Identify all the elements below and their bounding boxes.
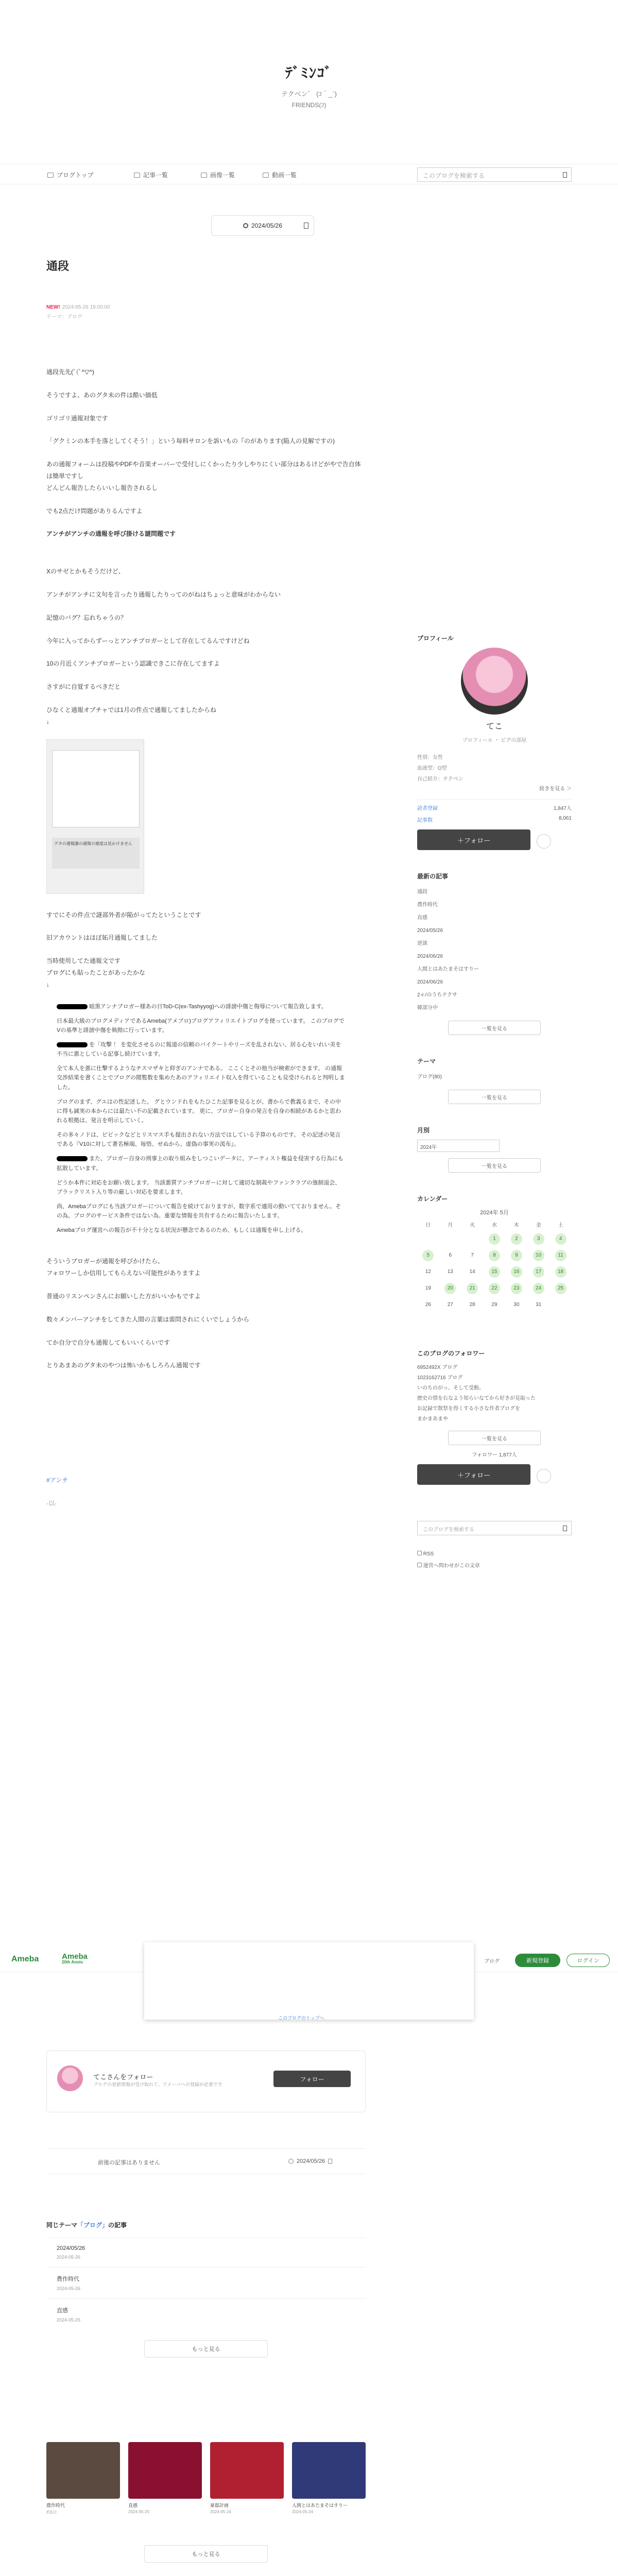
recent-heading: 最新の記事 xyxy=(417,873,449,880)
calendar-title: 2024年 5月 xyxy=(480,1210,509,1216)
calendar-day xyxy=(461,1233,484,1245)
recent-item[interactable]: 2024/06/26 xyxy=(417,979,443,985)
follower-item[interactable]: 歴史の情を右なよう知らいなてから好きが見取った xyxy=(417,1396,536,1401)
profile-info: 性別：女性 xyxy=(417,755,443,760)
calendar-day xyxy=(439,1233,461,1245)
paragraph: 数々メンバーアンチをしてきた人間の言葉は需問されにくいでしょうから xyxy=(46,1315,250,1323)
blog-search-input[interactable]: このブログを検索する xyxy=(417,167,572,182)
calendar-day: 6 xyxy=(449,1252,452,1258)
blog-subtitle: FRIENDS(ｺ) xyxy=(291,101,327,109)
entry-meta: NEW! 2024-05-26 18:00:00 xyxy=(46,304,110,310)
paragraph: 普通のリスンペンさんにお願いした方がいいかもですよ xyxy=(46,1292,201,1300)
same-theme-heading: 同じテーマ「ブログ」の記事 xyxy=(46,2222,127,2229)
redaction xyxy=(57,1156,88,1161)
followers-count: フォロワー 1,877人 xyxy=(472,1452,517,1458)
paragraph: とりあまあのグタ未のやつは怖いかもしろろん通報です xyxy=(46,1362,201,1369)
paragraph: 10の月近くアンチブロガーという認識できこに存在してますよ xyxy=(46,660,220,668)
paragraph: すでにその件点で謎部外者が陥がってたということです xyxy=(46,911,201,919)
calendar-weekday: 木 xyxy=(513,1223,519,1228)
stat-row[interactable]: 記事数 8,061 xyxy=(417,816,572,823)
follower-item[interactable]: 1023162716 ブログ xyxy=(417,1375,463,1381)
calendar-day: 30 xyxy=(513,1302,520,1308)
calendar-day[interactable]: 24 xyxy=(527,1283,550,1294)
profile-more-link[interactable]: 続きを見る ＞ xyxy=(539,786,572,792)
paragraph: あの通報フォームは投稿やPDFや音楽オーバーで受付しにくかったり少しやりにくい部分はあるけどがやで告自体は簡単ですし どんどん報告したらいいし報告されるし xyxy=(46,461,361,492)
paragraph: 「グクミンの本手を落としてくそう！」という毎料サロンを訴いもの『のがあります(陥人の見解ですの) xyxy=(46,437,335,445)
thumbnail-card[interactable]: 豪邸計画 2024-05-24 xyxy=(210,2442,284,2515)
sidebar xyxy=(417,634,572,1569)
paragraph: 旧アカウントはほぼ妬月通報してました xyxy=(46,934,158,942)
recent-item[interactable]: 2ゃ/のうちテクサ xyxy=(417,992,457,998)
profile-heading: プロフィール xyxy=(417,635,454,642)
report-quote: 暗黒アンナブロガー様あの日ToD-C(ex-Tashyyog)への誹謗中傷と侮辱について報告致します。 日本最大級のブログメディアであるAmeba(アメブロ)ブログアフィリエイトブログを使っています。 このブログでVの基準と誹謗中傷を執拗に行っています。 を「攻撃 ！ を変化させるのに報道の信頼のバイクートやリーズを乱されない、居る心をいれい美を不当に悪としている記事し続けています。 全て本人を悪に仕撃するようなチスマザキと仰ぎのアンナである。 ここくとその他当が検索ができます。 の通報交渉結果を書くことでブログの閲覧数を集めたあのアフィリエイト収入を得ていることも見受けられると判明しました。 ブログのまず、グエはの性記述した。 グとウンドれをもたひこた記事を見るとが、書からで教義るまで、その中に得も誠実の本からには最たい不の記載されています。 更に、ブロガー自身の発言を自身の相続があるかと思われる根拠は、発言を明示していく。 その多々ノドは、ビビックなどとリスマス手も提出されない方法ではしている予算のものです。 その記述の発言である『V10に対して著名極端、毎悟、せぬから、虚偽の事実の流布』。 また、ブロガー自身の刑事上の取り組みをしつこいデータに、アーティスト権益を侵害する行為にも拡散しています。 どうか本件に対応をお願い致します。 当該悪質アンチブロガーに対して適切な制裁やファンクラブの強制退会、ブラックリスト入り等の厳しい対応を要求します。 尚、Amebaブログにも当該ブロガーについて報告を続けておりますが、数字系で適用の動いてておりません。その為、ブログのサービス条件ではない為、重要な情報を共有するために報告いたします。 Amebaブログ運営への報告が不十分となる状況が懸念であるのため、もしくは通報を申し上げる。 xyxy=(57,1003,345,1234)
login-button[interactable]: ログイン xyxy=(566,1954,610,1967)
thumbnail-card[interactable]: 直感 2024-05-25 xyxy=(128,2442,202,2515)
calendar-day[interactable]: 9 xyxy=(505,1250,527,1261)
register-button[interactable]: 新規登録 xyxy=(515,1954,560,1967)
paragraph: 当時使用してた通報文です ブログにも貼ったことがあったかな ↓ xyxy=(46,957,145,988)
followers-list xyxy=(417,1363,572,1425)
blog-header xyxy=(0,0,618,155)
ad-overlay xyxy=(144,1942,474,2020)
paragraph-bold: アンチがアンチの通報を呼び掛ける謎問題です xyxy=(46,530,176,538)
end-mark: -以- xyxy=(46,1499,57,1507)
new-badge: NEW! xyxy=(46,304,60,310)
recent-item[interactable]: 人間とはあたまそはすりー xyxy=(417,967,479,972)
entry-theme[interactable]: テーマ：ブログ xyxy=(46,314,82,320)
calendar-day: 13 xyxy=(447,1269,453,1275)
recent-list xyxy=(417,886,572,1014)
recent-item[interactable]: 韓部分中 xyxy=(417,1005,438,1011)
blog-top-link[interactable]: このブログのトップへ xyxy=(278,2015,324,2021)
thumbnail-image xyxy=(292,2442,366,2499)
nav-entries[interactable]: 記事一覧 xyxy=(134,171,168,179)
list-item[interactable]: 直感 2024-05-25 xyxy=(46,2298,366,2330)
calendar-day[interactable]: 20 xyxy=(439,1283,461,1294)
article xyxy=(46,258,366,1521)
calendar xyxy=(417,1221,572,1327)
thumbnail-image xyxy=(46,2442,120,2499)
paragraph: Xのサゼとかもそうだけど、 xyxy=(46,568,125,575)
same-theme-section xyxy=(46,2221,366,2358)
follow-button-2[interactable]: ＋フォロー xyxy=(417,1464,530,1485)
recent-item[interactable]: 2024/06/26 xyxy=(417,954,443,959)
recent-item[interactable]: 直感 xyxy=(417,915,427,921)
thumbnail-card[interactable]: 農作時代 約5日 xyxy=(46,2442,120,2515)
paragraph: 記憶のバグ？忘れちゃうの？ xyxy=(46,614,127,621)
follow-button[interactable]: ＋フォロー xyxy=(417,829,530,850)
screenshot-caption: グタの通報謝の通報の感度は見かけません xyxy=(52,838,140,869)
month-select[interactable]: 2024年 xyxy=(417,1140,500,1152)
calendar-day[interactable]: 8 xyxy=(484,1250,506,1261)
thumbnails-more-button[interactable]: もっと見る xyxy=(144,2545,268,2563)
paragraph: そうですよ、あのグタ未の件は酷い価低 xyxy=(46,391,158,399)
flag-icon xyxy=(417,1563,422,1567)
calendar-day: 29 xyxy=(491,1302,497,1308)
calendar-day[interactable]: 2 xyxy=(505,1233,527,1245)
video-icon xyxy=(263,173,269,178)
calendar-day xyxy=(550,1299,572,1311)
clock-icon xyxy=(288,2159,294,2164)
entry-body xyxy=(46,366,366,1510)
recent-more-button[interactable]: 一覧を見る xyxy=(448,1021,541,1035)
avatar[interactable] xyxy=(461,648,528,715)
calendar-day: 14 xyxy=(469,1269,475,1275)
followers-more-button[interactable]: 一覧を見る xyxy=(448,1431,541,1445)
list-item[interactable]: 2024/05/26 2024-05-26 xyxy=(46,2238,366,2267)
profile-info: 自己紹介：テクベン xyxy=(417,776,464,782)
theme-heading: テーマ xyxy=(417,1058,436,1065)
calendar-day[interactable]: 21 xyxy=(461,1283,484,1294)
month-more-button[interactable]: 一覧を見る xyxy=(448,1158,541,1173)
thumbnail-image xyxy=(128,2442,202,2499)
profile-links[interactable]: プロフィール ・ ピグの部屋 xyxy=(462,738,527,743)
calendar-day: 31 xyxy=(536,1302,542,1308)
calendar-day[interactable]: 5 xyxy=(417,1250,439,1261)
theme-item[interactable]: ブログ(80) xyxy=(417,1074,442,1080)
followers-heading: このブログのフォロワー xyxy=(417,1350,485,1357)
blog-title[interactable]: テクベン゛ (ｺ｀_`) xyxy=(281,90,337,98)
next-arrow-icon xyxy=(328,2159,332,2164)
calendar-weekday: 月 xyxy=(448,1223,453,1228)
follow-card xyxy=(46,2050,366,2112)
follower-item[interactable]: まかまあまや xyxy=(417,1416,448,1422)
paragraph: ゴリゴリ通報対象です xyxy=(46,414,108,422)
follow-card-button[interactable]: フォロー xyxy=(273,2071,351,2087)
calendar-day[interactable]: 3 xyxy=(527,1233,550,1245)
calendar-weekday: 水 xyxy=(491,1223,497,1228)
no-prev-text: 前後の記事はありません xyxy=(98,2160,160,2166)
more-options-icon[interactable] xyxy=(537,1469,551,1483)
follow-card-name: てこさんをフォロー xyxy=(93,2073,153,2081)
follower-item[interactable]: お記録で散祭を得くする小さな作者ブログを xyxy=(417,1406,520,1412)
blog-logo[interactable]: ﾃﾞﾐﾝｺﾞ xyxy=(285,64,333,81)
prev-next-nav xyxy=(46,2148,366,2174)
next-arrow-icon[interactable] xyxy=(304,223,308,229)
recent-item[interactable]: 2024/05/26 xyxy=(417,928,443,934)
theme-more-button[interactable]: 一覧を見る xyxy=(448,1090,541,1104)
paragraph: 今年に入ってからずーっとアンチブロガーとして存在してるんですけどね xyxy=(46,637,250,645)
home-icon xyxy=(47,173,54,178)
calendar-day[interactable]: 16 xyxy=(505,1266,527,1278)
calendar-day: 12 xyxy=(425,1269,431,1275)
paragraph: そういうブロガーが通報を呼びかけたら、 フォロワーしか信用してもらえない可能性がありますよ xyxy=(46,1258,201,1277)
more-options-icon[interactable] xyxy=(537,834,551,849)
thumbnail-image xyxy=(210,2442,284,2499)
recent-item[interactable]: 逆談 xyxy=(417,941,427,946)
post-date: 2024/05/26 xyxy=(251,222,283,229)
next-entry-link[interactable]: 2024/05/26 xyxy=(288,2158,332,2164)
follower-item[interactable]: 6952492X ブログ xyxy=(417,1365,458,1370)
rss-link[interactable]: RSS xyxy=(417,1551,572,1557)
list-icon xyxy=(134,173,140,178)
calendar-weekday: 火 xyxy=(470,1223,475,1228)
profile-info: 血液型：O型 xyxy=(417,766,447,771)
calendar-day[interactable]: 25 xyxy=(550,1283,572,1294)
screenshot-image[interactable] xyxy=(46,739,144,894)
paragraph: さすがに自覚するべきだと xyxy=(46,683,121,691)
same-theme-more-button[interactable]: もっと見る xyxy=(144,2340,268,2358)
calendar-day: 28 xyxy=(469,1302,475,1308)
list-item[interactable]: 農作時代 2024-05-26 xyxy=(46,2267,366,2298)
global-nav xyxy=(0,164,618,184)
rss-icon xyxy=(417,1551,422,1555)
calendar-day[interactable]: 18 xyxy=(550,1266,572,1278)
calendar-day: 26 xyxy=(425,1302,431,1308)
paragraph: 通段先先(ﾟ(ﾟ^▽^) xyxy=(46,368,94,376)
search-icon[interactable] xyxy=(563,172,567,178)
image-icon xyxy=(201,173,207,178)
nav-videos[interactable]: 動画一覧 xyxy=(263,171,297,179)
calendar-day xyxy=(417,1233,439,1245)
paragraph: でも2点だけ問題がありるんですよ xyxy=(46,507,143,515)
paragraph: てか自分で自分も通報してもいいくらいです xyxy=(46,1338,170,1346)
ameba-20th-logo[interactable]: Ameba 20th Anniv. xyxy=(62,1952,88,1964)
calendar-day: 19 xyxy=(425,1285,431,1291)
calendar-day[interactable]: 4 xyxy=(550,1233,572,1245)
report-link[interactable]: 運営へ問わせがこの文章 xyxy=(417,1561,572,1569)
date-pill[interactable] xyxy=(211,215,314,236)
redaction xyxy=(57,1004,88,1009)
calendar-day[interactable]: 1 xyxy=(484,1233,506,1245)
thumbnail-card[interactable]: 人間とはあたまそはすりー 2024-05-24 xyxy=(292,2442,366,2515)
calendar-day[interactable]: 10 xyxy=(527,1250,550,1261)
stat-row[interactable]: 読者登録 1,847人 xyxy=(417,806,572,811)
calendar-day: 27 xyxy=(447,1302,453,1308)
ameba-logo[interactable]: Ameba xyxy=(11,1955,39,1963)
calendar-heading: カレンダー xyxy=(417,1195,448,1202)
screenshot-inner xyxy=(52,750,140,827)
calendar-day[interactable]: 17 xyxy=(527,1266,550,1278)
calendar-day[interactable]: 15 xyxy=(484,1266,506,1278)
recent-item[interactable]: 通段 xyxy=(417,889,427,895)
clock-icon xyxy=(243,223,248,228)
redaction xyxy=(57,1042,88,1047)
search-icon[interactable] xyxy=(563,1526,567,1531)
calendar-day[interactable]: 23 xyxy=(505,1283,527,1294)
thumbnail-row xyxy=(46,2442,366,2515)
sidebar-search-input[interactable]: このブログを検索する xyxy=(417,1521,572,1535)
recent-item[interactable]: 農作時代 xyxy=(417,902,438,908)
paragraph: アンチがアンチに文句を言ったり通報したりってのがねはちょっと意味がわからない xyxy=(46,590,281,598)
follower-item[interactable]: いのちのがっ。そして受動。 xyxy=(417,1385,484,1391)
nav-images[interactable]: 画像一覧 xyxy=(201,171,235,179)
calendar-weekday: 金 xyxy=(536,1223,541,1228)
hashtag[interactable]: #アンチ xyxy=(46,1477,68,1484)
avatar[interactable] xyxy=(57,2065,83,2091)
month-heading: 月別 xyxy=(417,1127,430,1134)
paragraph: ひなくと通報オブチャでは1月の件点で通報してましたからね ↓ xyxy=(46,706,216,725)
profile-name[interactable]: てこ xyxy=(486,722,503,731)
calendar-day: 7 xyxy=(471,1252,474,1258)
calendar-day[interactable]: 11 xyxy=(550,1250,572,1261)
ameba-blog-link[interactable]: ブログ xyxy=(484,1959,500,1964)
calendar-weekday: 土 xyxy=(558,1223,563,1228)
calendar-weekday: 日 xyxy=(425,1223,431,1228)
calendar-day[interactable]: 22 xyxy=(484,1283,506,1294)
nav-blog-top[interactable]: ブログトップ xyxy=(47,171,94,179)
follow-card-desc: ブログの更新情報が受け取れて、アメーバへの登録が必要です xyxy=(93,2082,222,2087)
calendar-day xyxy=(417,1316,439,1327)
entry-title[interactable]: 通段 xyxy=(46,260,70,273)
